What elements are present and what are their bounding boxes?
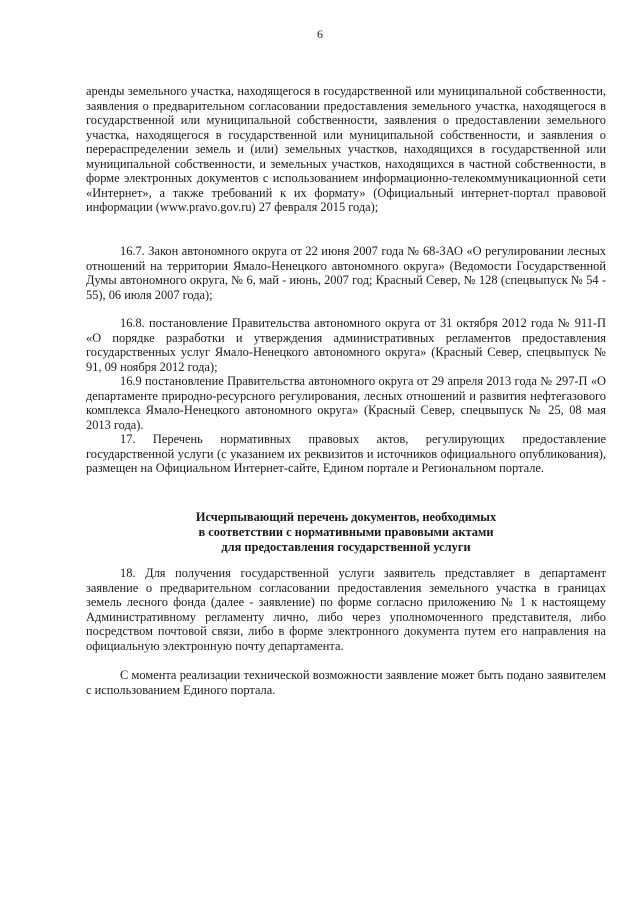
paragraph-18-continuation: С момента реализации технической возможности заявление может быть подано заявителем с использованием Единого портала.	[86, 668, 606, 697]
paragraph-18: 18. Для получения государственной услуги заявитель представляет в департамент заявление о предварительном согласовании предоставления земельного участка в границах земель лесного фонда (далее - заявление) по форме согласно приложению № 1 к настоящему Административному регламенту лично, либо через уполномоченного представителя, либо посредством почтовой связи, либо в форме электронного документа путем его направления на официальную электронную почту департамента.	[86, 566, 606, 653]
heading-line-2: в соответствии с нормативными правовыми актами	[198, 525, 494, 539]
page-number: 6	[317, 27, 323, 41]
paragraph-continuation: аренды земельного участка, находящегося в государственной или муниципальной собственности, заявления о предварительном согласовании предоставления земельного участка, находящегося в государственной или муниципальной собственности, заявления о предоставлении земельного участка, находящегося в государственной или муниципальной собственности, и заявления о перераспределении земель и (или) земельных участков, находящихся в государственной или муниципальной собственности, и земельных участков, находящихся в частной собственности, в форме электронных документов с использованием информационно-телекоммуникационной сети «Интернет», а также требований к их формату» (Официальный интернет-портал правовой информации (www.pravo.gov.ru) 27 февраля 2015 года);	[86, 84, 606, 214]
heading-line-1: Исчерпывающий перечень документов, необходимых	[195, 510, 497, 524]
paragraph-16-8: 16.8. постановление Правительства автономного округа от 31 октября 2012 года № 911-П «О порядке разработки и утверждения административных регламентов предоставления государственных услуг Ямало-Ненецкого автономного округа» (Красный Север, спецвыпуск № 91, 09 ноября 2012 года);	[86, 316, 606, 374]
paragraph-17: 17. Перечень нормативных правовых актов, регулирующих предоставление государственной услуги (с указанием их реквизитов и источников официального опубликования), размещен на Официальном Интернет-сайте, Едином портале и Региональном портале.	[86, 432, 606, 475]
heading-line-3: для предоставления государственной услуги	[221, 540, 471, 554]
section-heading	[86, 510, 606, 555]
paragraph-16-9: 16.9 постановление Правительства автономного округа от 29 апреля 2013 года № 297-П «О департаменте природно-ресурсного регулирования, лесных отношений и развития нефтегазового комплекса Ямало-Ненецкого автономного округа» (Красный Север, спецвыпуск № 25, 08 мая 2013 года).	[86, 374, 606, 432]
paragraph-16-7: 16.7. Закон автономного округа от 22 июня 2007 года № 68-ЗАО «О регулировании лесных отношений на территории Ямало-Ненецкого автономного округа» (Ведомости Государственной Думы автономного округа, № 6, май - июнь, 2007 год; Красный Север, № 128 (спецвыпуск № 54 - 55), 06 июля 2007 года);	[86, 244, 606, 302]
